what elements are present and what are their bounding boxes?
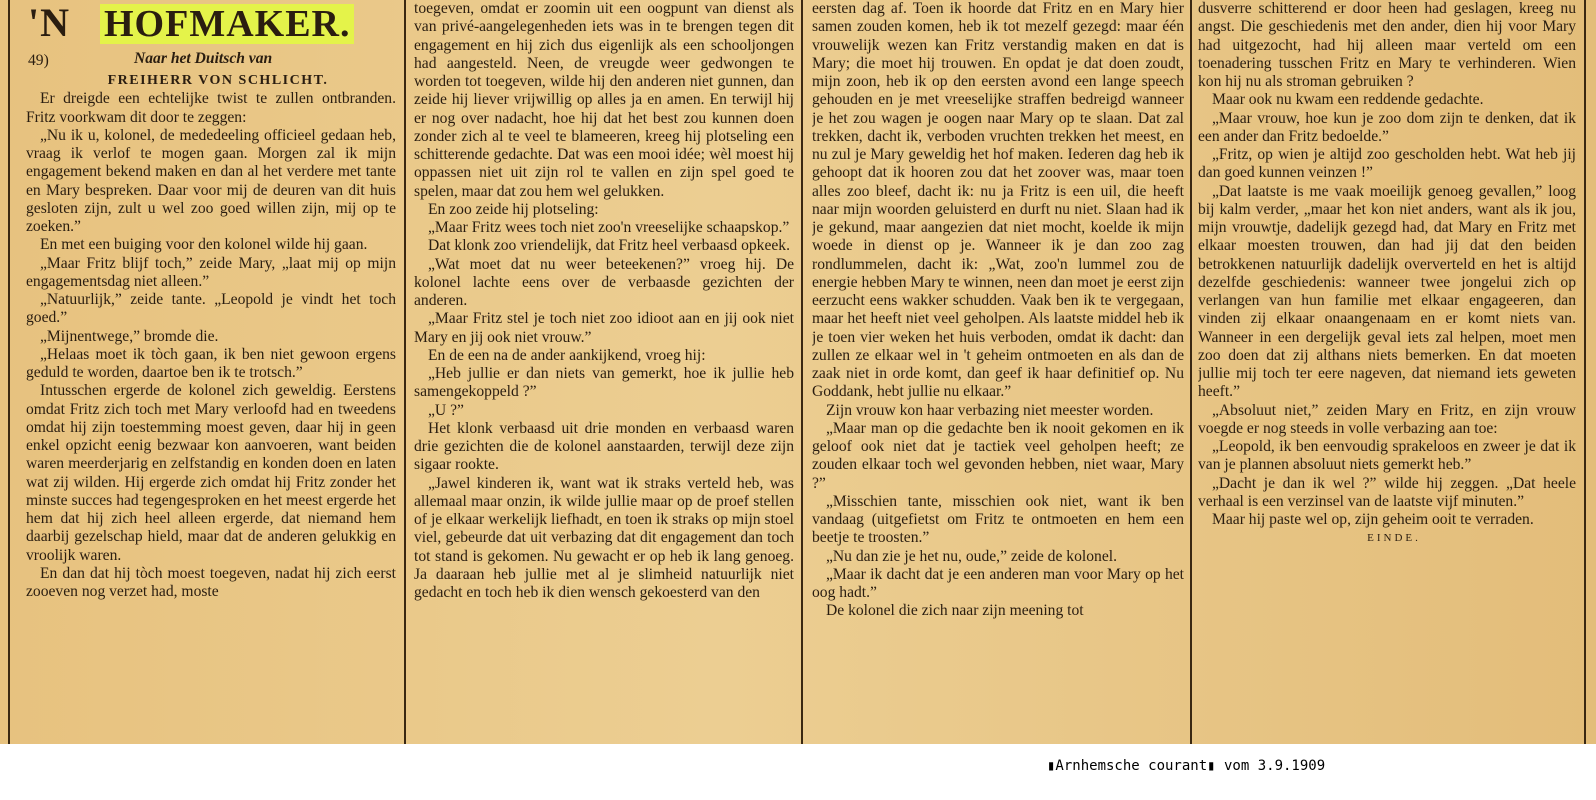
column-rule-left [8,0,10,744]
paragraph: En zoo zeide hij plotseling: [428,200,599,218]
title-prefix: 'N [28,0,70,45]
column-body-1 [26,90,396,601]
paragraph: „Maar Fritz blijf toch,” zeide Mary, „laat mij op mijn engagementsdag niet alleen.” [26,254,396,290]
paragraph: „Wat moet dat nu weer beteekenen?” vroeg hij. De kolonel lachte eens over de verbaasde gezichten der anderen. [414,255,794,309]
source-caption: ▮Arnhemsche courant▮ vom 3.9.1909 [1047,758,1326,774]
paragraph: Maar ook nu kwam een reddende gedachte. [1212,91,1484,109]
subtitle-row [26,46,396,72]
column-rule-1 [404,0,406,744]
paragraph: „Mijnentwege,” bromde die. [40,327,219,345]
paragraph: „Natuurlijk,” zeide tante. „Leopold je vindt het toch goed.” [26,291,396,327]
article-subtitle: Naar het Duitsch van [134,50,273,67]
column-rule-2 [801,0,803,744]
paragraph: En met een buiging voor den kolonel wilde hij gaan. [40,236,368,254]
article-title [26,0,396,46]
end-mark: EINDE. [1367,532,1421,545]
paragraph: Er dreigde een echtelijke twist te zullen ontbranden. Fritz voorkwam dit door te zeggen: [26,90,396,126]
paragraph: „Leopold, ik ben eenvoudig sprakeloos en zweer je dat ik van je plannen absoluut niets gemerkt heb.” [1198,438,1576,474]
paragraph: De kolonel die zich naar zijn meening tot [826,602,1084,620]
paragraph: „Nu dan zie je het nu, oude,” zeide de kolonel. [826,547,1117,565]
title-main: HOFMAKER. [100,4,354,44]
paragraph: „Maar man op die gedachte ben ik nooit gekomen en ik geloof ook niet dat je tactiek veel geholpen heeft; ze zouden elkaar toch wel gevonden hebben, niet waar, Mary ?” [812,419,1184,492]
article-column-3 [812,0,1184,744]
paragraph: En dan dat hij tòch moest toegeven, nadat hij zich eerst zooeven nog verzet had, moste [26,564,396,600]
column-rule-right [1584,0,1586,744]
paragraph: „Maar Fritz stel je toch niet zoo idioot aan en jij ook niet Mary en jij ook niet vrouw.” [414,310,794,346]
article-column-2 [414,0,794,744]
column-body-2 [414,0,794,602]
paragraph: Het klonk verbaasd uit drie monden en verbaasd waren drie gezichten die de kolonel aanstaarden, terwijl deze zijn sigaar rookte. [414,419,794,474]
paragraph: eersten dag af. Toen ik hoorde dat Fritz en en Mary hier samen zouden komen, heb ik tot mezelf gezegd: maar één vrouwelijk wezen kan Fritz verstandig maken en dat is Mary; die moet hij trouwen. En opdat je dat doen zoudt, mijn zoon, heb ik op den eersten avond een lange speech gehouden en je met vreeselijke straffen bedreigd wanneer je het zou wagen je oogen naar Mary op te slaan. Dat zal trekken, dacht ik, verboden vruchten trekken het meest, en nu zul je Mary geweldig het hof maken. Iederen dag heb ik gehoopt dat ik hooren zou dat het zoover was, maar toen alles zoo bleef, dacht ik: nu ja Fritz is een uil, die heeft naar mijn woorden geluisterd en durft nu niet. Slaan had ik je gekund, maar aangezien dat niet mocht, koelde ik mijn woede in dienst op je. Wanneer ik je dan zoo zag rondlummelen, dacht ik: „Wat, zoo'n lummel zou de energie hebben Mary te winnen, neen dan moet je eerst zijn eerzucht eens wakker schudden. Vaak ben ik te vergegaan, maar het heeft niet veel geholpen. Als laatste middel heb ik je toen vier weken het huis verboden, omdat ik dacht: dan zullen ze elkaar wel in 't geheim ontmoeten en als dan de zaak niet in orde komt, dan geef ik haar definitief op. Nu Goddank, hebt jullie nu elkaar.” [812,0,1184,401]
paragraph: „Misschien tante, misschien ook niet, want ik ben vandaag (uitgefietst om Fritz te ontmoeten en hem een beetje te troosten.” [812,492,1184,547]
paragraph: „Maar ik dacht dat je een anderen man voor Mary op het oog hadt.” [812,565,1184,601]
paragraph: „U ?” [428,401,464,419]
paragraph: „Helaas moet ik tòch gaan, ik ben niet gewoon ergens geduld te worden, daartoe ben ik te trotsch.” [26,345,396,381]
paragraph: „Maar Fritz wees toch niet zoo'n vreeselijke schaapskop.” [428,219,790,236]
column-body-4 [1198,0,1576,529]
paragraph: „Nu ik u, kolonel, de mededeeling officieel gedaan heb, vraag ik verlof te mogen gaan. Morgen zal ik mijn engagement bekend maken en dan al het verdere met tante en Mary bespreken. Daar voor mij de deuren van dit huis gesloten zijn, zult u wel zoo goed willen zijn, mij op te zoeken.” [26,126,396,235]
article-column-1 [26,0,396,744]
article-author: FREIHERR VON SCHLICHT. [107,73,329,88]
column-body-3 [812,0,1184,621]
paragraph: „Jawel kinderen ik, want wat ik straks verteld heb, was allemaal maar onzin, ik wilde jullie maar op de proef stellen of je elkaar werkelijk liefhadt, en toen ik straks op mijn stoel viel, gebeurde dat uit verbazing dat dit engagement dan toch tot stand is gekomen. Nu gewacht er op heb ik lang genoeg. Ja daaraan heb jullie met al je slimheid natuurlijk niet gedacht en toch heb ik dien wensch gekoesterd van den [414,474,794,601]
installment-number: 49) [28,52,49,69]
paragraph: Maar hij paste wel op, zijn geheim ooit te verraden. [1212,511,1534,528]
paragraph: Intusschen ergerde de kolonel zich geweldig. Eerstens omdat Fritz zich toch met Mary verloofd had en tweedens omdat hij zijn toestemming moest geven, daar hij in geen enkel opzicht eenig bezwaar kon aanvoeren, want beiden waren meerderjarig en zelfstandig en konden doen en laten wat zij wilden. Hij ergerde zich omdat hij Fritz zonder het minste succes had tegengesproken en het meest ergerde het hem dat hij zich heel alleen ergerde, dat niemand hem daarbij gezelschap hield, maar dat de anderen gelukkig en vroolijk waren. [26,382,396,564]
paragraph: toegeven, omdat er zoomin uit een oogpunt van dienst als van privé-aangelegenheden iets was in te brengen tegen dit engagement en hij zich dus eigenlijk als een schooljongen had aangesteld. Neen, de vreugde weer gedwongen te worden tot toegeven, wilde hij den anderen niet gunnen, dan zeide hij liever vrijwillig op alles ja en amen. En terwijl hij er nog over nadacht, hoe hij dat het best zou kunnen doen zonder zich al te veel te blameeren, kreeg hij plotseling een schitterende gedachte. Dat was een mooi idée; wèl moest hij oppassen niet uit zijn rol te vallen en zijn spel goed te spelen, maar dat zou hem wel gelukken. [414,0,794,200]
paragraph: „Dacht je dan ik wel ?” wilde hij zeggen. „Dat heele verhaal is een verzinsel van de laatste vijf minuten.” [1198,474,1576,510]
paragraph: „Heb jullie er dan niets van gemerkt, hoe ik jullie heb samengekoppeld ?” [414,365,794,401]
article-column-4 [1198,0,1576,744]
column-rule-3 [1190,0,1192,744]
paragraph: „Dat laatste is me vaak moeilijk genoeg gevallen,” loog bij kalm verder, „maar het kon niet anders, want als ik jou, mijn vrouwtje, dadelijk gezegd had, dat Mary en Fritz met elkaar moesten trouwen, dan had jij dat den beiden betrokkenen natuurlijk dadelijk oververteld en het is altijd dezelfde geschiedenis: wanneer twee jongelui zich op verlangen van hun familie met elkaar engageeren, dan vinden zij elkaar onaangenaam en er komt niets van. Wanneer in een dergelijk geval iets zal helpen, moet men zoo doen dat zij althans niets bemerken. En dat moeten jullie mij toch ter eere nageven, dat niemand iets geweten heeft.” [1198,182,1576,401]
paragraph: „Absoluut niet,” zeiden Mary en Fritz, en zijn vrouw voegde er nog steeds in volle verbazing aan toe: [1198,401,1576,437]
paragraph: Zijn vrouw kon haar verbazing niet meester worden. [826,401,1154,419]
paragraph: Dat klonk zoo vriendelijk, dat Fritz heel verbaasd opkeek. [428,237,791,255]
paragraph: „Fritz, op wien je altijd zoo gescholden hebt. Wat heb jij dan goed kunnen veinzen !” [1198,146,1576,182]
paragraph: En de een na de ander aankijkend, vroeg hij: [428,346,706,364]
paragraph: „Maar vrouw, hoe kun je zoo dom zijn te denken, dat ik een ander dan Fritz bedoelde.” [1198,109,1576,145]
paragraph: dusverre schitterend er door heen had geslagen, kreeg nu angst. Die geschiedenis met den ander, dien hij voor Mary had uitgezocht, had hij alleen maar verteld om een toenadering tusschen Fritz en Mary te verhinderen. Wien kon hij nu als stroman gebruiken ? [1198,0,1576,90]
